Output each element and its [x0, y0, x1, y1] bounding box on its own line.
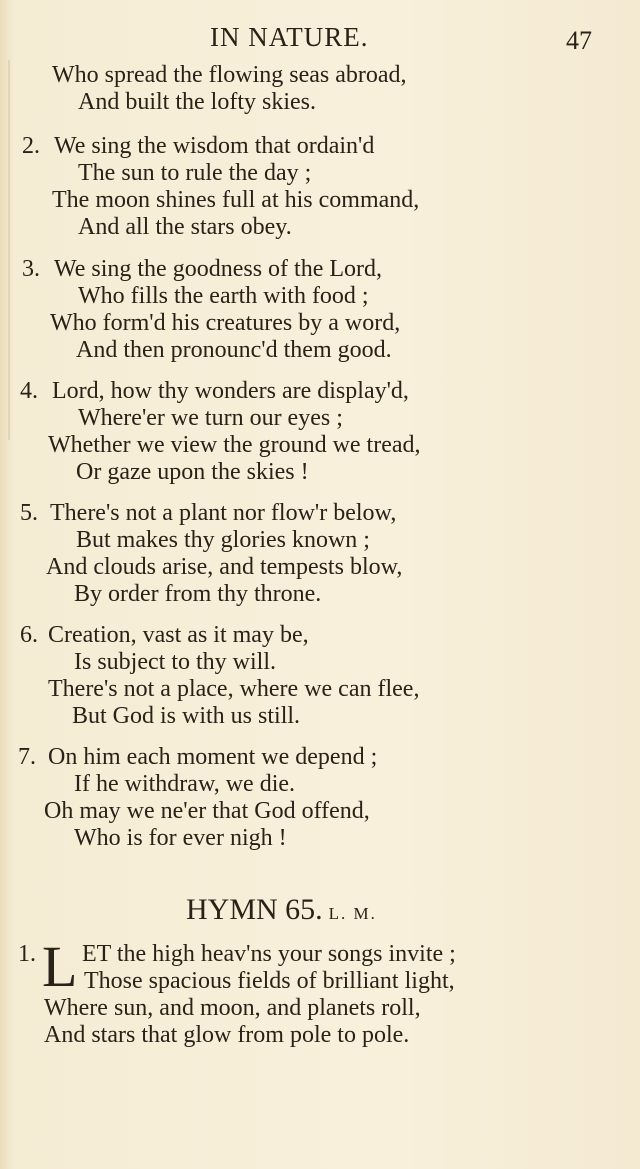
verse-line: And then pronounc'd them good. [76, 337, 392, 363]
verse-line: But God is with us still. [72, 703, 301, 729]
gutter-shadow [8, 60, 10, 440]
verse-line: There's not a plant nor flow'r below, [50, 500, 397, 526]
verse-line: And stars that glow from pole to pole. [44, 1022, 410, 1048]
verse-line: Or gaze upon the skies ! [76, 459, 309, 485]
verse-line: Those spacious fields of brilliant light, [84, 968, 455, 994]
verse-line: Whether we view the ground we tread, [48, 432, 421, 458]
verse-line: We sing the wisdom that ordain'd [54, 133, 375, 159]
verse-line: And all the stars obey. [78, 214, 292, 240]
verse-line: Who fills the earth with food ; [78, 283, 369, 309]
verse-line: Is subject to thy will. [74, 649, 276, 675]
verse-line: Who spread the flowing seas abroad, [52, 62, 407, 88]
verse-line: On him each moment we depend ; [48, 744, 378, 770]
verse-line: By order from thy throne. [74, 581, 322, 607]
verse-line: But makes thy glories known ; [76, 527, 370, 553]
verse-line: The sun to rule the day ; [78, 160, 312, 186]
verse-line: We sing the goodness of the Lord, [54, 256, 383, 282]
verse-number: 5. [20, 500, 38, 526]
verse-number: 3. [22, 256, 40, 282]
verse-line: And clouds arise, and tempests blow, [46, 554, 403, 580]
hymn-number: HYMN 65. [186, 893, 323, 926]
verse-number: 6. [20, 622, 38, 648]
verse-line: There's not a place, where we can flee, [48, 676, 420, 702]
verse-line: Where'er we turn our eyes ; [78, 405, 343, 431]
verse-line: And built the lofty skies. [78, 89, 316, 115]
verse-number: 1. [18, 941, 36, 967]
verse-line: Creation, vast as it may be, [48, 622, 309, 648]
verse-line: ET the high heav'ns your songs invite ; [82, 941, 456, 967]
hymn-meter: L. M. [328, 904, 377, 923]
verse-line: Where sun, and moon, and planets roll, [44, 995, 421, 1021]
hymn-title [186, 893, 377, 927]
verse-number: 2. [22, 133, 40, 159]
verse-line: Who form'd his creatures by a word, [50, 310, 401, 336]
verse-line: The moon shines full at his command, [52, 187, 420, 213]
running-head: IN NATURE. [210, 22, 369, 52]
page-number: 47 [566, 26, 592, 55]
verse-line: Oh may we ne'er that God offend, [44, 798, 370, 824]
verse-line: If he withdraw, we die. [74, 771, 296, 797]
drop-cap: L [42, 934, 78, 999]
verse-line: Who is for ever nigh ! [74, 825, 287, 851]
verse-number: 4. [20, 378, 38, 404]
verse-line: Lord, how thy wonders are display'd, [52, 378, 409, 404]
verse-number: 7. [18, 744, 36, 770]
